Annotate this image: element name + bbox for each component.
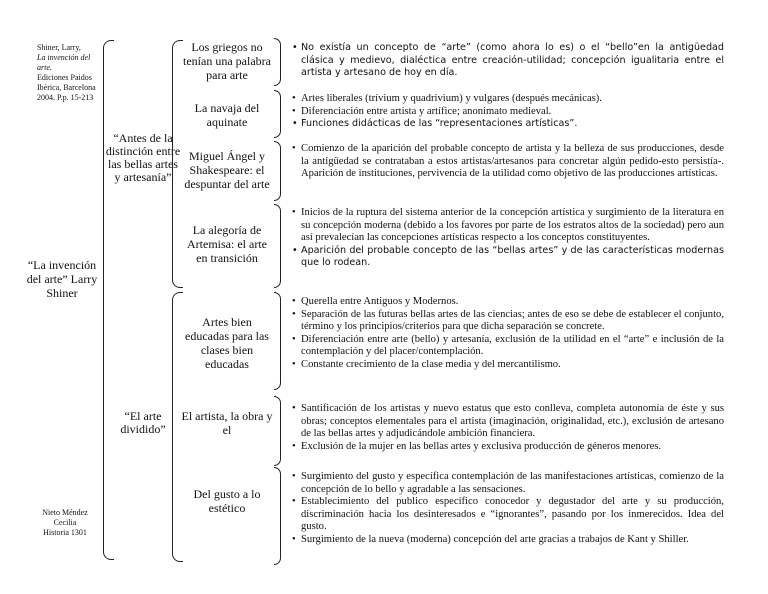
description-artemisa: [292, 207, 724, 270]
bullet-item: • Querella entre Antiguos y Modernos.: [292, 296, 724, 309]
bullet-item: • Artes liberales (trívium y quadrivium) y vulgares (después mecánicas).: [292, 93, 724, 106]
description-artes-bien-educadas: [292, 296, 724, 372]
bullet-item: • Separación de las futuras bellas artes de las ciencias; antes de eso se debe de establecer el conjunto, término y los principios/criterios para que dicha separación se concrete.: [292, 309, 724, 334]
topic-gusto-estetico: Del gusto a lo estético: [193, 487, 261, 515]
bullet-item: • No existía un concepto de “arte” (como ahora lo es) o el “bello”en la antigüedad clásica y medievo, dialéctica entre creación-utilidad; concepción igualitaria entre el artista y artesano de hoy en día.: [292, 42, 724, 80]
bullet-item: • Inicios de la ruptura del sistema anterior de la concepción artística y surgimiento de la literatura en su concepción moderna (debido a los favores por parte de los estratos altos de la sociedad) pero aun así prevalecían las concepciones artísticas respecto a los conceptos constituyentes.: [292, 207, 724, 245]
topic-artemisa: La alegoría de Artemisa: el arte en transición: [187, 223, 267, 265]
bullet-item: • Comienzo de la aparición del probable concepto de artista y la belleza de sus producciones, desde la antigüedad se contrataban a estos artistas/artesanos para concretar algún pedido-esto persistía-. Aparición de instituciones, pervivencia de la utilidad como objetivo de las producciones artísticas.: [292, 143, 724, 181]
description-griegos: [292, 42, 724, 80]
bullet-item: • Funciones didácticas de las “representaciones artísticas”.: [292, 118, 724, 131]
topic-bracket-5: [274, 292, 281, 390]
bullet-item: • Diferenciación entre arte (bello) y artesanía, exclusión de la utilidad en el “arte” e inclusión de la contemplación y del placer/contemplación.: [292, 334, 724, 359]
bullet-item: • Constante crecimiento de la clase media y del mercantilismo.: [292, 359, 724, 372]
topic-griegos: Los griegos no tenían una palabra para arte: [183, 40, 271, 82]
bullet-item: • Exclusión de la mujer en las bellas artes y exclusiva producción de géneros menores.: [292, 441, 724, 454]
description-navaja: [292, 93, 724, 131]
bullet-item: • Diferenciación entre artista y artífice; anonimato medieval.: [292, 106, 724, 119]
topic-bracket-1: [274, 38, 281, 86]
topic-miguel-angel: Miguel Ángel y Shakespeare: el despuntar del arte: [184, 149, 270, 191]
section-title-1: “Antes de la distinción entre las bellas artes y artesanía”: [105, 131, 181, 184]
author-note: Nieto Méndez Cecilia Historia 1301: [42, 508, 88, 537]
topic-bracket-7: [274, 467, 281, 565]
bullet-item: • Surgimiento de la nueva (moderna) concepción del arte gracias a trabajos de Kant y Shiller.: [292, 534, 724, 547]
bullet-item: • Surgimiento del gusto y específica contemplación de las manifestaciones artísticas, comienzo de la concepción de lo bello y agradable a las sensaciones.: [292, 471, 724, 496]
topic-navaja: La navaja del aquinate: [194, 101, 260, 129]
bullet-item: • Aparición del probable concepto de las “bellas artes” y de las características modernas que lo rodean.: [292, 245, 724, 270]
citation-book-title: La invención del arte.: [37, 53, 91, 72]
main-brace: [103, 40, 114, 560]
topic-artista-obra: El artista, la obra y el: [181, 409, 273, 437]
bullet-item: • Santificación de los artistas y nuevo estatus que esto conlleva, completa autonomía de éste y sus obras; conceptos elementales para el artista (imaginación, originalidad, etc.), exclusión de artesano de las bellas artes y adjudicándole ambición financiera.: [292, 403, 724, 441]
topic-bracket-4: [274, 204, 281, 288]
description-artista-obra: [292, 403, 724, 453]
citation-author: Shiner, Larry,: [37, 43, 81, 52]
section-title-2: “El arte dividido”: [120, 409, 166, 436]
main-title: “La invención del arte” Larry Shiner: [26, 258, 98, 300]
description-miguel-angel: [292, 143, 724, 181]
description-gusto-estetico: [292, 471, 724, 547]
bullet-item: • Establecimiento del publico específico conocedor y degustador del arte y su producción, discriminación hacia los desinteresados e “ignorantes”, pasando por los inmerecidos. Idea del gusto.: [292, 496, 724, 534]
citation: [37, 43, 101, 103]
topic-bracket-3: [274, 141, 281, 201]
topic-artes-bien-educadas: Artes bien educadas para las clases bien educadas: [185, 315, 269, 371]
citation-publisher: Ediciones Paidos Ibérica, Barcelona 2004. P.p. 15-213: [37, 73, 96, 102]
topic-bracket-2: [274, 90, 281, 138]
topic-bracket-6: [274, 396, 281, 466]
